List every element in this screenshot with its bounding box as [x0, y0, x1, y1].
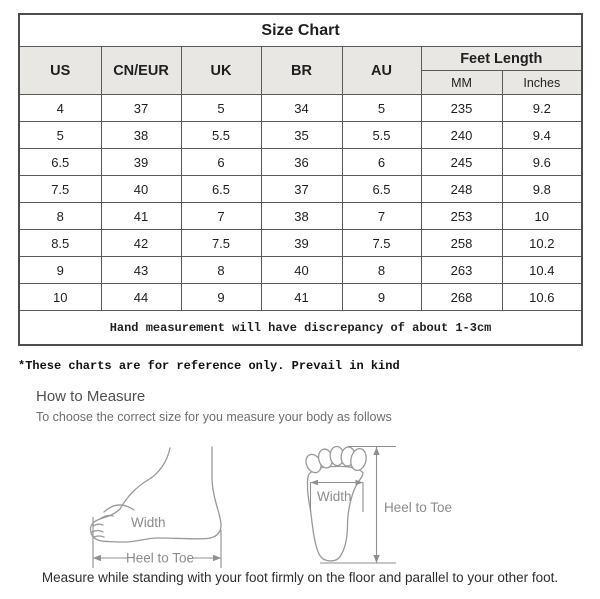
size-cell: 235	[421, 95, 502, 122]
size-cell: 42	[101, 230, 181, 257]
table-title-row	[19, 14, 582, 47]
size-cell: 248	[421, 176, 502, 203]
size-cell: 10.6	[502, 284, 582, 311]
column-header-us: US	[19, 47, 101, 95]
size-cell: 7	[181, 203, 261, 230]
table-row	[19, 284, 582, 311]
size-cell: 263	[421, 257, 502, 284]
size-cell: 6.5	[19, 149, 101, 176]
size-cell: 9.2	[502, 95, 582, 122]
size-cell: 38	[101, 122, 181, 149]
size-cell: 41	[261, 284, 342, 311]
table-row	[19, 230, 582, 257]
size-cell: 5	[181, 95, 261, 122]
size-cell: 7.5	[19, 176, 101, 203]
size-cell: 43	[101, 257, 181, 284]
size-cell: 8.5	[19, 230, 101, 257]
size-cell: 8	[181, 257, 261, 284]
size-cell: 7.5	[342, 230, 421, 257]
size-cell: 5	[342, 95, 421, 122]
table-row	[19, 176, 582, 203]
size-cell: 10	[19, 284, 101, 311]
measurement-discrepancy-note: Hand measurement will have discrepancy of about 1-3cm	[19, 311, 582, 346]
arrow-right-icon	[213, 555, 221, 561]
size-cell: 6.5	[181, 176, 261, 203]
size-cell: 253	[421, 203, 502, 230]
table-row	[19, 149, 582, 176]
size-cell: 6.5	[342, 176, 421, 203]
size-cell: 5.5	[342, 122, 421, 149]
size-cell: 9.4	[502, 122, 582, 149]
foot-side-view-diagram	[90, 447, 221, 568]
size-cell: 9	[342, 284, 421, 311]
table-row	[19, 122, 582, 149]
size-cell: 9.8	[502, 176, 582, 203]
size-cell: 7.5	[181, 230, 261, 257]
size-cell: 4	[19, 95, 101, 122]
size-cell: 10	[502, 203, 582, 230]
column-header-au: AU	[342, 47, 421, 95]
table-row	[19, 95, 582, 122]
foot-instep-band	[104, 505, 134, 512]
column-subheader-inches: Inches	[502, 71, 582, 95]
how-to-measure-subtext: To choose the correct size for you measure your body as follows	[36, 410, 392, 424]
size-cell: 39	[101, 149, 181, 176]
size-cell: 6	[342, 149, 421, 176]
size-cell: 8	[19, 203, 101, 230]
size-cell: 37	[101, 95, 181, 122]
size-cell: 39	[261, 230, 342, 257]
size-cell: 37	[261, 176, 342, 203]
arrow-down-icon	[373, 555, 379, 563]
size-cell: 268	[421, 284, 502, 311]
table-header-row	[19, 47, 582, 71]
column-subheader-mm: MM	[421, 71, 502, 95]
size-cell: 5.5	[181, 122, 261, 149]
measurement-diagram	[0, 430, 600, 572]
top-width-label: Width	[317, 489, 352, 504]
size-cell: 38	[261, 203, 342, 230]
size-cell: 35	[261, 122, 342, 149]
how-to-measure-heading: How to Measure	[36, 388, 146, 405]
size-cell: 7	[342, 203, 421, 230]
column-header-br: BR	[261, 47, 342, 95]
side-heel-to-toe-label: Heel to Toe	[125, 550, 195, 566]
size-cell: 5	[19, 122, 101, 149]
top-heel-to-toe-label: Heel to Toe	[384, 500, 453, 515]
size-chart-table	[18, 13, 583, 346]
size-cell: 40	[261, 257, 342, 284]
size-cell: 34	[261, 95, 342, 122]
size-cell: 40	[101, 176, 181, 203]
size-cell: 44	[101, 284, 181, 311]
table-row	[19, 203, 582, 230]
column-header-feet-length: Feet Length	[421, 47, 582, 71]
reference-note: *These charts are for reference only. Prevail in kind	[18, 359, 400, 373]
size-cell: 10.4	[502, 257, 582, 284]
column-header-cneur: CN/EUR	[101, 47, 181, 95]
size-cell: 8	[342, 257, 421, 284]
size-cell: 36	[261, 149, 342, 176]
arrow-up-icon	[373, 447, 379, 455]
size-cell: 9	[181, 284, 261, 311]
size-cell: 41	[101, 203, 181, 230]
table-row	[19, 257, 582, 284]
size-cell: 258	[421, 230, 502, 257]
size-cell: 245	[421, 149, 502, 176]
arrow-left-icon	[93, 555, 101, 561]
table-title: Size Chart	[19, 14, 582, 47]
size-cell: 6	[181, 149, 261, 176]
size-cell: 9	[19, 257, 101, 284]
size-cell: 240	[421, 122, 502, 149]
size-cell: 10.2	[502, 230, 582, 257]
side-width-label: Width	[131, 515, 166, 530]
column-header-uk: UK	[181, 47, 261, 95]
table-note-row	[19, 311, 582, 346]
size-cell: 9.6	[502, 149, 582, 176]
foot-sole-diagram	[303, 446, 452, 563]
measure-caption: Measure while standing with your foot firmly on the floor and parallel to your other foot.	[41, 570, 559, 585]
